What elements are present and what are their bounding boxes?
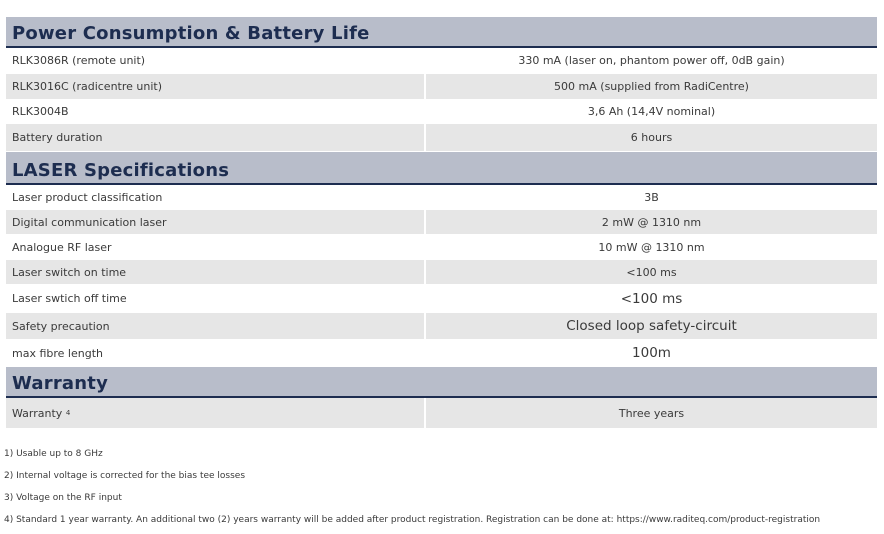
table-row xyxy=(6,185,877,210)
row-label: Analogue RF laser xyxy=(6,235,426,259)
row-value: 330 mA (laser on, phantom power off, 0dB gain) xyxy=(518,54,785,67)
footnotes xyxy=(4,446,880,534)
row-label: Safety precaution xyxy=(6,313,426,339)
table-row xyxy=(6,285,877,313)
footnote: 1) Usable up to 8 GHz xyxy=(4,449,103,459)
specifications-table xyxy=(6,17,877,429)
row-label: Digital communication laser xyxy=(6,210,426,234)
section-header-power xyxy=(6,17,877,48)
table-row xyxy=(6,124,877,152)
row-value: 500 mA (supplied from RadiCentre) xyxy=(554,80,749,93)
section-header-warranty xyxy=(6,367,877,398)
row-label: Laser swtich off time xyxy=(6,285,426,312)
row-label: RLK3086R (remote unit) xyxy=(6,48,426,73)
row-label: RLK3004B xyxy=(6,100,426,123)
row-value: 6 hours xyxy=(630,131,673,144)
table-row xyxy=(6,210,877,235)
row-label: Laser switch on time xyxy=(6,260,426,284)
row-value: 2 mW @ 1310 nm xyxy=(601,215,702,229)
table-row xyxy=(6,235,877,260)
row-label: RLK3016C (radicentre unit) xyxy=(6,74,426,99)
row-value: Closed loop safety-circuit xyxy=(566,318,737,334)
table-row xyxy=(6,100,877,124)
row-value: 3,6 Ah (14,4V nominal) xyxy=(587,105,716,118)
row-value: <100 ms xyxy=(620,290,683,307)
table-row xyxy=(6,48,877,74)
row-label: Battery duration xyxy=(6,124,426,151)
footnote: 3) Voltage on the RF input xyxy=(4,493,122,503)
table-row xyxy=(6,74,877,100)
row-value: 10 mW @ 1310 nm xyxy=(598,240,705,254)
table-row xyxy=(6,340,877,367)
row-value: <100 ms xyxy=(626,265,677,279)
table-row xyxy=(6,313,877,340)
section-header-laser xyxy=(6,152,877,185)
row-label: max fibre length xyxy=(6,340,426,366)
row-label: Warranty 4 xyxy=(6,398,426,428)
section-title: LASER Specifications xyxy=(12,160,230,181)
row-value: Three years xyxy=(618,406,685,420)
row-value: 3B xyxy=(644,190,659,204)
section-title: Power Consumption & Battery Life xyxy=(12,23,370,44)
row-value: 100m xyxy=(632,345,671,361)
table-row xyxy=(6,398,877,429)
row-label: Laser product classification xyxy=(6,185,426,209)
row-label-text: Warranty xyxy=(12,406,63,420)
table-row xyxy=(6,260,877,285)
section-title: Warranty xyxy=(12,373,109,394)
footnote: 2) Internal voltage is corrected for the bias tee losses xyxy=(4,471,246,481)
footnote: 4) Standard 1 year warranty. An additional two (2) years warranty will be added after product registration. Registration can be done at: https://www.raditeq.com/product-registration xyxy=(4,515,821,525)
